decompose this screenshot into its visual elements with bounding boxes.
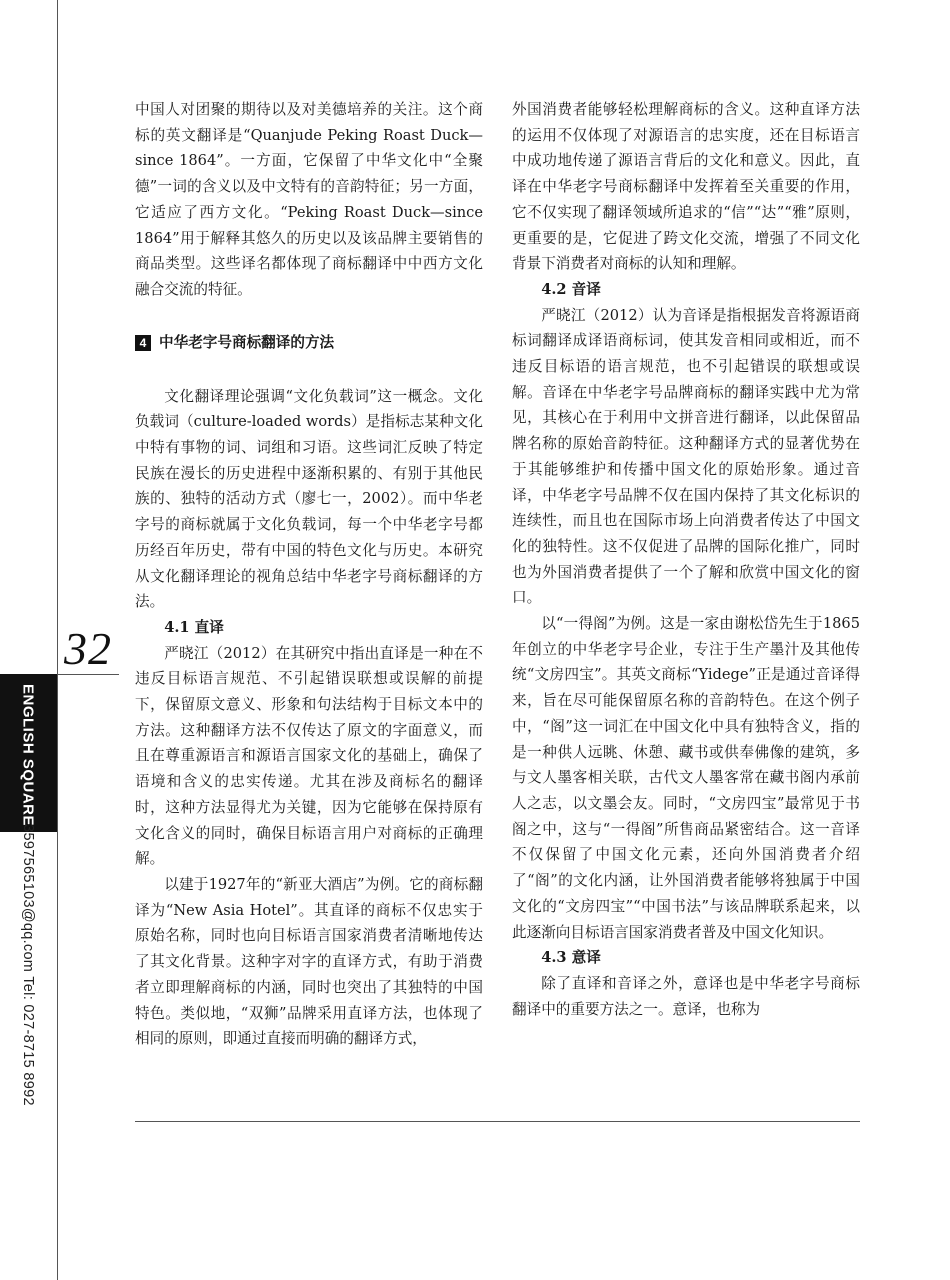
subsection-heading-4-3: 4.3 意译 (541, 949, 601, 967)
intro-paragraph: 中国人对团聚的期待以及对美德培养的关注。这个商标的英文翻译是“Quanjude Peking Roast Duck—since 1864”。一方面，它保留了中华文化中“全聚德”一词的含义以及中文特有的音韵特征；另一方面，它适应了西方文化。“Peking Roast Duck—since 1864”用于解释其悠久的历史以及该品牌主要销售的商品类型。这些译名都体现了商标翻译中中西方文化融合交流的特征。 (135, 101, 483, 298)
paragraph-4-1-b: 以建于1927年的“新亚大酒店”为例。它的商标翻译为“New Asia Hotel”。其直译的商标不仅忠实于原始名称，同时也向目标语言国家消费者清晰地传达了其文化背景。这种字对字的直译方式，有助于消费者立即理解商标的内涵，同时也突出了其独特的中国特色。类似地，“双狮”品牌采用直译方法，也体现了相同的原则，即通过直接而明确的翻译方式， (135, 875, 483, 1048)
section-heading (135, 332, 483, 354)
paragraph-4-2-b: 以“一得阁”为例。这是一家由谢松岱先生于1865年创立的中华老字号企业，专注于生产墨汁及其他传统“文房四宝”。其英文商标“Yidege”正是通过音译得来，旨在尽可能保留原名称的音韵特色。在这个例子中，“阁”这一词汇在中国文化中具有独特含义，指的是一种供人远眺、休憩、藏书或供奉佛像的建筑，多与文人墨客相关联，古代文人墨客常在藏书阁内承前人之志，以文墨会友。同时，“文房四宝”最常见于书阁之中，这与“一得阁”所售商品紧密结合。这一音译不仅保留了中国文化元素，还向外国消费者介绍了“阁”的文化内涵，让外国消费者能够将独属于中国文化的“文房四宝”“中国书法”与该品牌联系起来，以此逐渐向目标语言国家消费者普及中国文化知识。 (512, 615, 860, 941)
left-column (135, 97, 483, 1052)
section-number-badge: 4 (135, 335, 151, 351)
paragraph-4-2-a: 严晓江（2012）认为音译是指根据发音将源语商标词翻译成译语商标词，使其发音相同或相近，而不违反目标语的语言规范，也不引起错误的联想或误解。音译在中华老字号品牌商标的翻译实践中尤为常见，其核心在于利用中文拼音进行翻译，以此保留品牌名称的原始音韵特征。这种翻译方式的显著优势在于其能够维护和传播中国文化的原始形象。通过音译，中华老字号品牌不仅在国内保持了其文化标识的连续性，而且也在国际市场上向消费者传达了中国文化的独特性。这不仅促进了品牌的国际化推广，同时也为外国消费者提供了一个了解和欣赏中国文化的窗口。 (512, 306, 860, 607)
subsection-heading-4-1: 4.1 直译 (164, 618, 224, 636)
right-column (512, 97, 860, 1022)
contact-info: 3597565103@qq.com Tel: 027-8715 8992 (20, 824, 36, 1106)
paragraph-4-3-a: 除了直译和音译之外，意译也是中华老字号商标翻译中的重要方法之一。意译，也称为 (512, 974, 860, 1018)
page-number: 32 (64, 623, 112, 674)
journal-name-label: ENGLISH SQUARE (19, 683, 37, 827)
section-title: 中华老字号商标翻译的方法 (159, 333, 335, 351)
section-paragraph: 文化翻译理论强调“文化负载词”这一概念。文化负载词（culture-loaded words）是指标志某种文化中特有事物的词、词组和习语。这些词汇反映了特定民族在漫长的历史进程中逐渐积累的、有别于其他民族的、独特的活动方式（廖七一，2002）。而中华老字号的商标就属于文化负载词，每一个中华老字号都历经百年历史，带有中国的特色文化与历史。本研究从文化翻译理论的视角总结中华老字号商标翻译的方法。 (135, 387, 483, 611)
subsection-heading-4-2: 4.2 音译 (541, 280, 601, 298)
page-number-rule (57, 674, 119, 675)
margin-rule (57, 0, 58, 1280)
paragraph-4-1-a: 严晓江（2012）在其研究中指出直译是一种在不违反目标语言规范、不引起错误联想或误解的前提下，保留原文意义、形象和句法结构于目标文本中的方法。这种翻译方法不仅传达了原文的字面意义，而且在尊重源语言和源语言国家文化的基础上，确保了语境和含义的忠实传递。尤其在涉及商标名的翻译时，这种方法显得尤为关键，因为它能够在保持原有文化含义的同时，确保目标语言用户对商标的正确理解。 (135, 644, 483, 868)
continued-paragraph: 外国消费者能够轻松理解商标的含义。这种直译方法的运用不仅体现了对源语言的忠实度，还在目标语言中成功地传递了源语言背后的文化和意义。因此，直译在中华老字号商标翻译中发挥着至关重要的作用，它不仅实现了翻译领域所追求的“信”“达”“雅”原则，更重要的是，它促进了跨文化交流，增强了不同文化背景下消费者对商标的认知和理解。 (512, 101, 860, 273)
bottom-rule (135, 1121, 860, 1122)
